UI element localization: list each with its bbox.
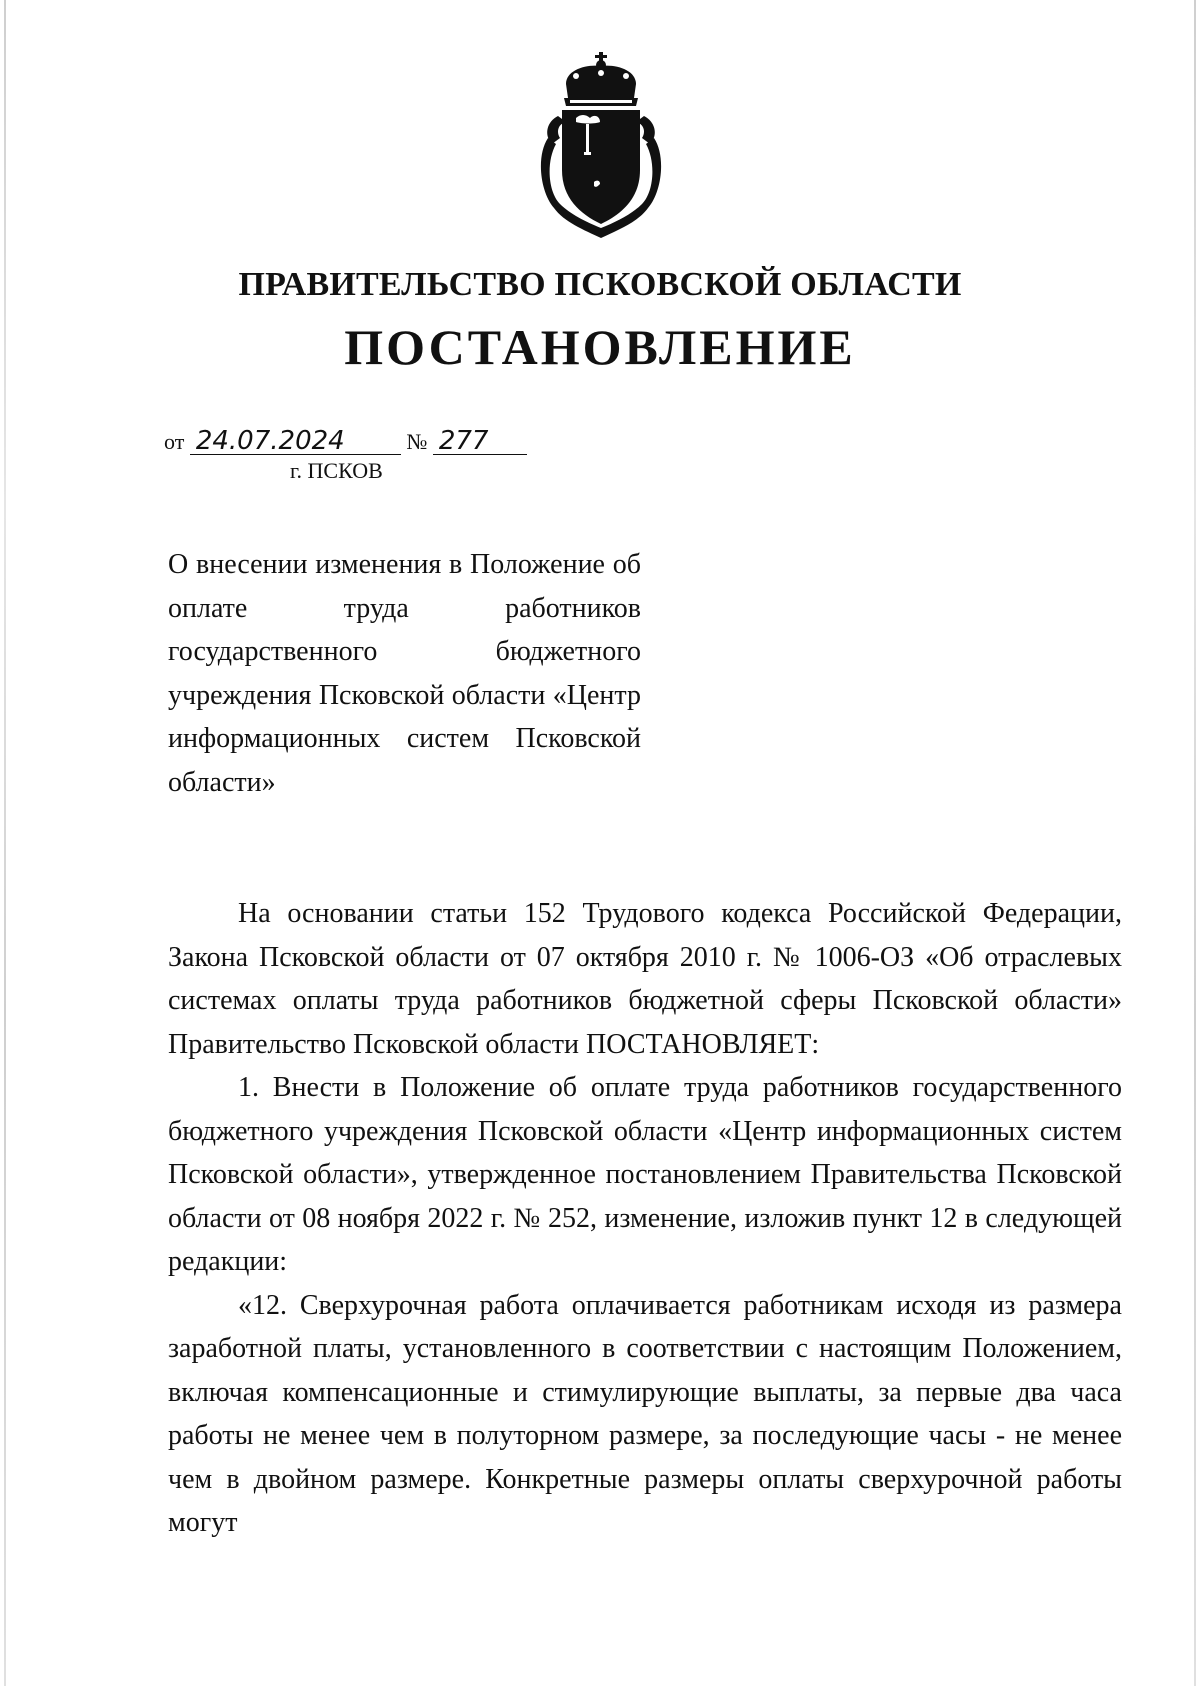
resolves-text: ПОСТАНОВЛЯЕТ: — [586, 1028, 820, 1060]
date-prefix: от — [164, 429, 185, 454]
number-prefix: № — [406, 429, 428, 454]
coat-of-arms-icon — [530, 52, 672, 238]
document-body — [168, 892, 1122, 1545]
date-number-line — [164, 428, 527, 455]
item-12-paragraph: «12. Сверхурочная работа оплачивается работникам исходя из размера заработной платы, установленного в соответствии с настоящим Положением, включая компенсационные и стимулирующие выплаты, за первые два часа работы не менее чем в полуторном размере, за последующие часы - не менее чем в двойном размере. Конкретные размеры оплаты сверхурочной работы могут — [168, 1289, 1122, 1538]
government-title: ПРАВИТЕЛЬСТВО ПСКОВСКОЙ ОБЛАСТИ — [238, 266, 962, 303]
preamble-text: На основании статьи 152 Трудового кодекса Российской Федерации, Закона Псковской области от 07 октября 2010 г. № 1006-ОЗ «Об отраслевых системах оплаты труда работников бюджетной сферы Псковской области» Правительство Псковской области — [168, 898, 1122, 1060]
city-label: г. ПСКОВ — [290, 458, 383, 483]
document-number: 277 — [433, 428, 527, 455]
item-1-paragraph: 1. Внести в Положение об оплате труда работников государственного бюджетного учреждения Псковской области «Центр информационных систем Псковской области», утвержденное постановлением Правительства Псковской области от 08 ноября 2022 г. № 252, изменение, изложив пункт 12 в следующей редакции: — [168, 1072, 1122, 1277]
scan-edge-left — [4, 0, 6, 1686]
document-type-title: ПОСТАНОВЛЕНИЕ — [344, 319, 856, 375]
preamble-paragraph — [168, 892, 1122, 1066]
document-subject: О внесении изменения в Положение об оплате труда работников государственного бюджетного учреждения Псковской области «Центр информационных систем Псковской области» — [168, 549, 641, 798]
document-date: 24.07.2024 — [190, 428, 401, 455]
scan-edge-right — [1194, 0, 1196, 1686]
